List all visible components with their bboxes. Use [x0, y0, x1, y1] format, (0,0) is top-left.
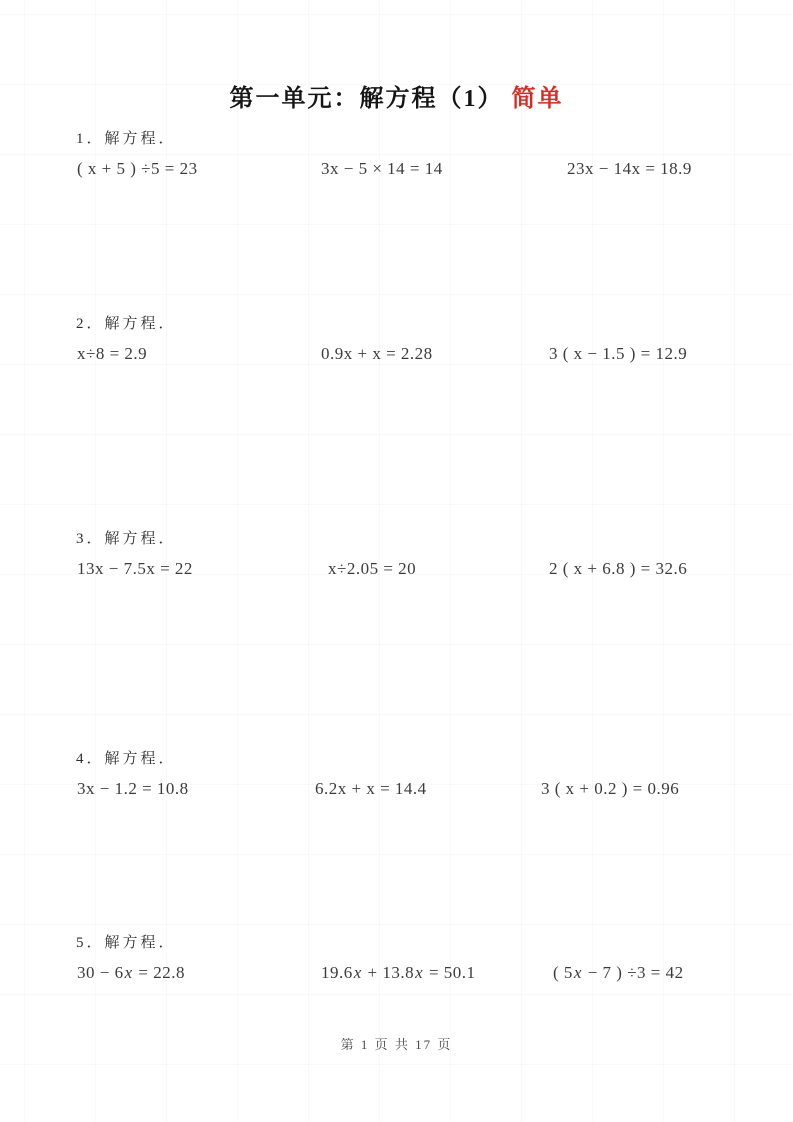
section-4-equations — [0, 779, 793, 805]
section-1-label: 1．解方程． — [76, 131, 177, 147]
equation-3-3: 2 ( x + 6.8 ) = 32.6 — [549, 559, 688, 578]
section-5-equations — [0, 963, 793, 989]
section-3-label: 3．解方程． — [76, 531, 177, 547]
equation-4-2: 6.2x + x = 14.4 — [315, 779, 427, 798]
section-1-equations — [0, 159, 793, 185]
problem-section-3 — [0, 527, 793, 585]
equation-2-2: 0.9x + x = 2.28 — [321, 344, 433, 363]
equation-5-3: ( 5x − 7 ) ÷3 = 42 — [553, 963, 684, 982]
equation-3-1: 13x − 7.5x = 22 — [77, 559, 193, 578]
equation-3-2: x÷2.05 = 20 — [328, 559, 417, 578]
section-2-equations — [0, 344, 793, 370]
problem-section-2 — [0, 312, 793, 370]
equation-4-1: 3x − 1.2 = 10.8 — [77, 779, 189, 798]
equation-5-1: 30 − 6x = 22.8 — [77, 963, 185, 982]
equation-2-1: x÷8 = 2.9 — [77, 344, 148, 363]
section-4-label: 4．解方程． — [76, 751, 177, 767]
equation-1-3: 23x − 14x = 18.9 — [567, 159, 692, 178]
equation-1-2: 3x − 5 × 14 = 14 — [321, 159, 443, 178]
equation-1-1: ( x + 5 ) ÷5 = 23 — [77, 159, 198, 178]
title-highlight: 简单 — [511, 86, 564, 112]
problem-section-4 — [0, 747, 793, 805]
title-text: 第一单元：解方程（1） — [229, 86, 504, 112]
equation-2-3: 3 ( x − 1.5 ) = 12.9 — [549, 344, 688, 363]
section-2-label: 2．解方程． — [76, 316, 177, 332]
page-title — [0, 78, 793, 113]
page-number-footer: 第 1 页 共 17 页 — [340, 1037, 453, 1052]
equation-5-2: 19.6x + 13.8x = 50.1 — [321, 963, 476, 982]
equation-4-3: 3 ( x + 0.2 ) = 0.96 — [541, 779, 680, 798]
section-5-label: 5．解方程． — [76, 935, 177, 951]
problem-section-1 — [0, 127, 793, 185]
section-3-equations — [0, 559, 793, 585]
problem-section-5 — [0, 931, 793, 989]
